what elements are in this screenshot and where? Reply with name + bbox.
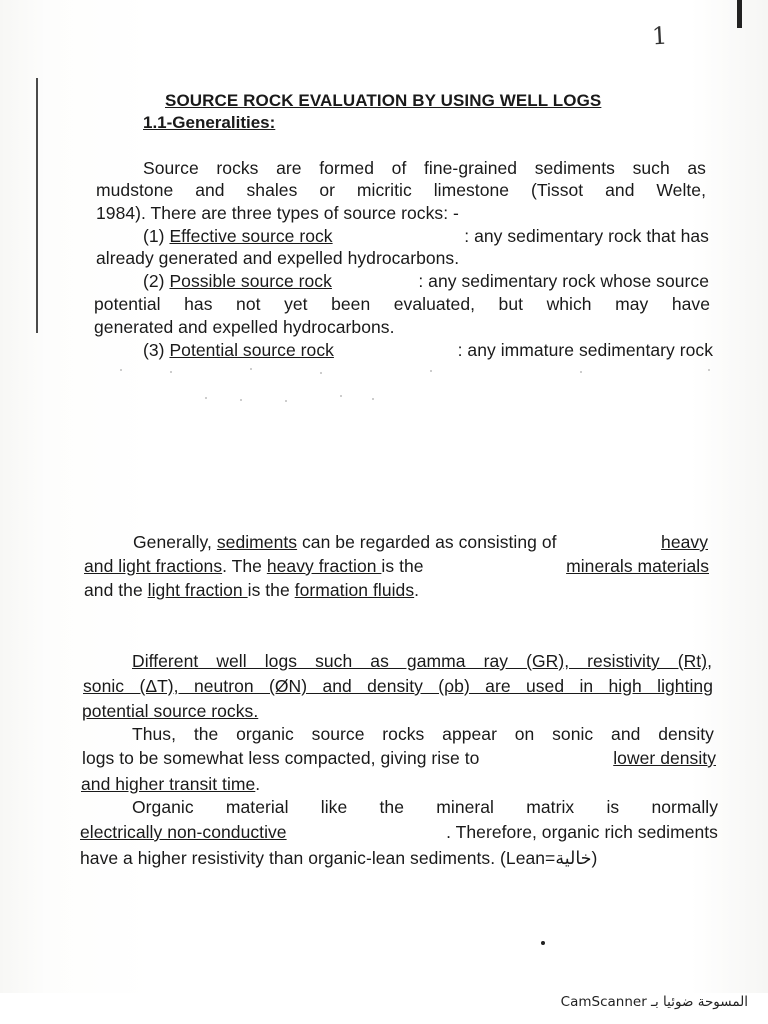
- camscanner-watermark: CamScanner المسوحة ضوئيا بـ: [560, 994, 748, 1010]
- list-item-2-cont2: generated and expelled hydrocarbons.: [94, 317, 395, 337]
- term-light-fractions: and light fractions: [84, 556, 223, 576]
- list-item-2-cont1: potential has not yet been evaluated, but which may have: [94, 294, 710, 314]
- term-heavy-fraction: heavy fraction: [266, 556, 382, 576]
- term-light-fraction: light fraction: [147, 580, 248, 600]
- term-higher-transit-time: and higher transit time: [81, 774, 256, 794]
- term-possible-source-rock: Possible source rock: [169, 271, 332, 291]
- para3-line1: Different well logs such as gamma ray (GR), resistivity (Rt),: [132, 651, 712, 671]
- list-item-1: (1) Effective source rock : any sedimentary rock that has: [143, 226, 709, 246]
- term-heavy: heavy: [661, 532, 708, 552]
- document-title: SOURCE ROCK EVALUATION BY USING WELL LOGS: [165, 91, 602, 110]
- para4-line1: Thus, the organic source rocks appear on sonic and density: [132, 724, 714, 744]
- para1-line2: mudstone and shales or micritic limestone (Tissot and Welte,: [96, 180, 706, 200]
- para3-line2: sonic (ΔT), neutron (ØN) and density (ρb) are used in high lighting: [83, 676, 713, 696]
- term-lower-density: lower density: [613, 748, 716, 768]
- para2-line2: and light fractions. The heavy fraction is the minerals materials: [84, 556, 709, 576]
- para4-line2: logs to be somewhat less compacted, giving rise to lower density: [82, 748, 716, 768]
- para2-line3: and the light fraction is the formation fluids.: [84, 580, 420, 600]
- term-electrically-non-conductive: electrically non-conductive: [80, 822, 287, 842]
- list-item-2: (2) Possible source rock : any sedimentary rock whose source: [143, 271, 709, 291]
- term-sediments: sediments: [216, 532, 298, 552]
- section-heading: 1.1-Generalities:: [143, 113, 276, 132]
- para3-line3: potential source rocks.: [82, 701, 259, 721]
- list-item-1-cont: already generated and expelled hydrocarbons.: [96, 248, 460, 268]
- para1-line1: Source rocks are formed of fine-grained sediments such as: [143, 158, 706, 178]
- term-potential-source-rock: Potential source rock: [169, 340, 334, 360]
- term-minerals-materials: minerals materials: [566, 556, 709, 576]
- para5-line3: have a higher resistivity than organic-lean sediments. (Lean=خالية): [80, 848, 598, 868]
- para1-line3: 1984). There are three types of source rocks: -: [96, 203, 459, 223]
- list-item-3: (3) Potential source rock : any immature sedimentary rock: [143, 340, 713, 360]
- term-formation-fluids: formation fluids: [294, 580, 415, 600]
- margin-line: [36, 78, 38, 333]
- scan-residue: [110, 365, 710, 405]
- edge-mark: [737, 0, 742, 28]
- para5-line2: electrically non-conductive . Therefore, organic rich sediments: [80, 822, 718, 842]
- page-number: 1: [651, 21, 669, 51]
- stray-mark: [541, 941, 545, 945]
- term-effective-source-rock: Effective source rock: [169, 226, 333, 246]
- para5-line1: Organic material like the mineral matrix is normally: [132, 797, 718, 817]
- para4-line3: and higher transit time.: [81, 774, 261, 794]
- para2-line1: Generally, sediments can be regarded as consisting of heavy: [133, 532, 708, 552]
